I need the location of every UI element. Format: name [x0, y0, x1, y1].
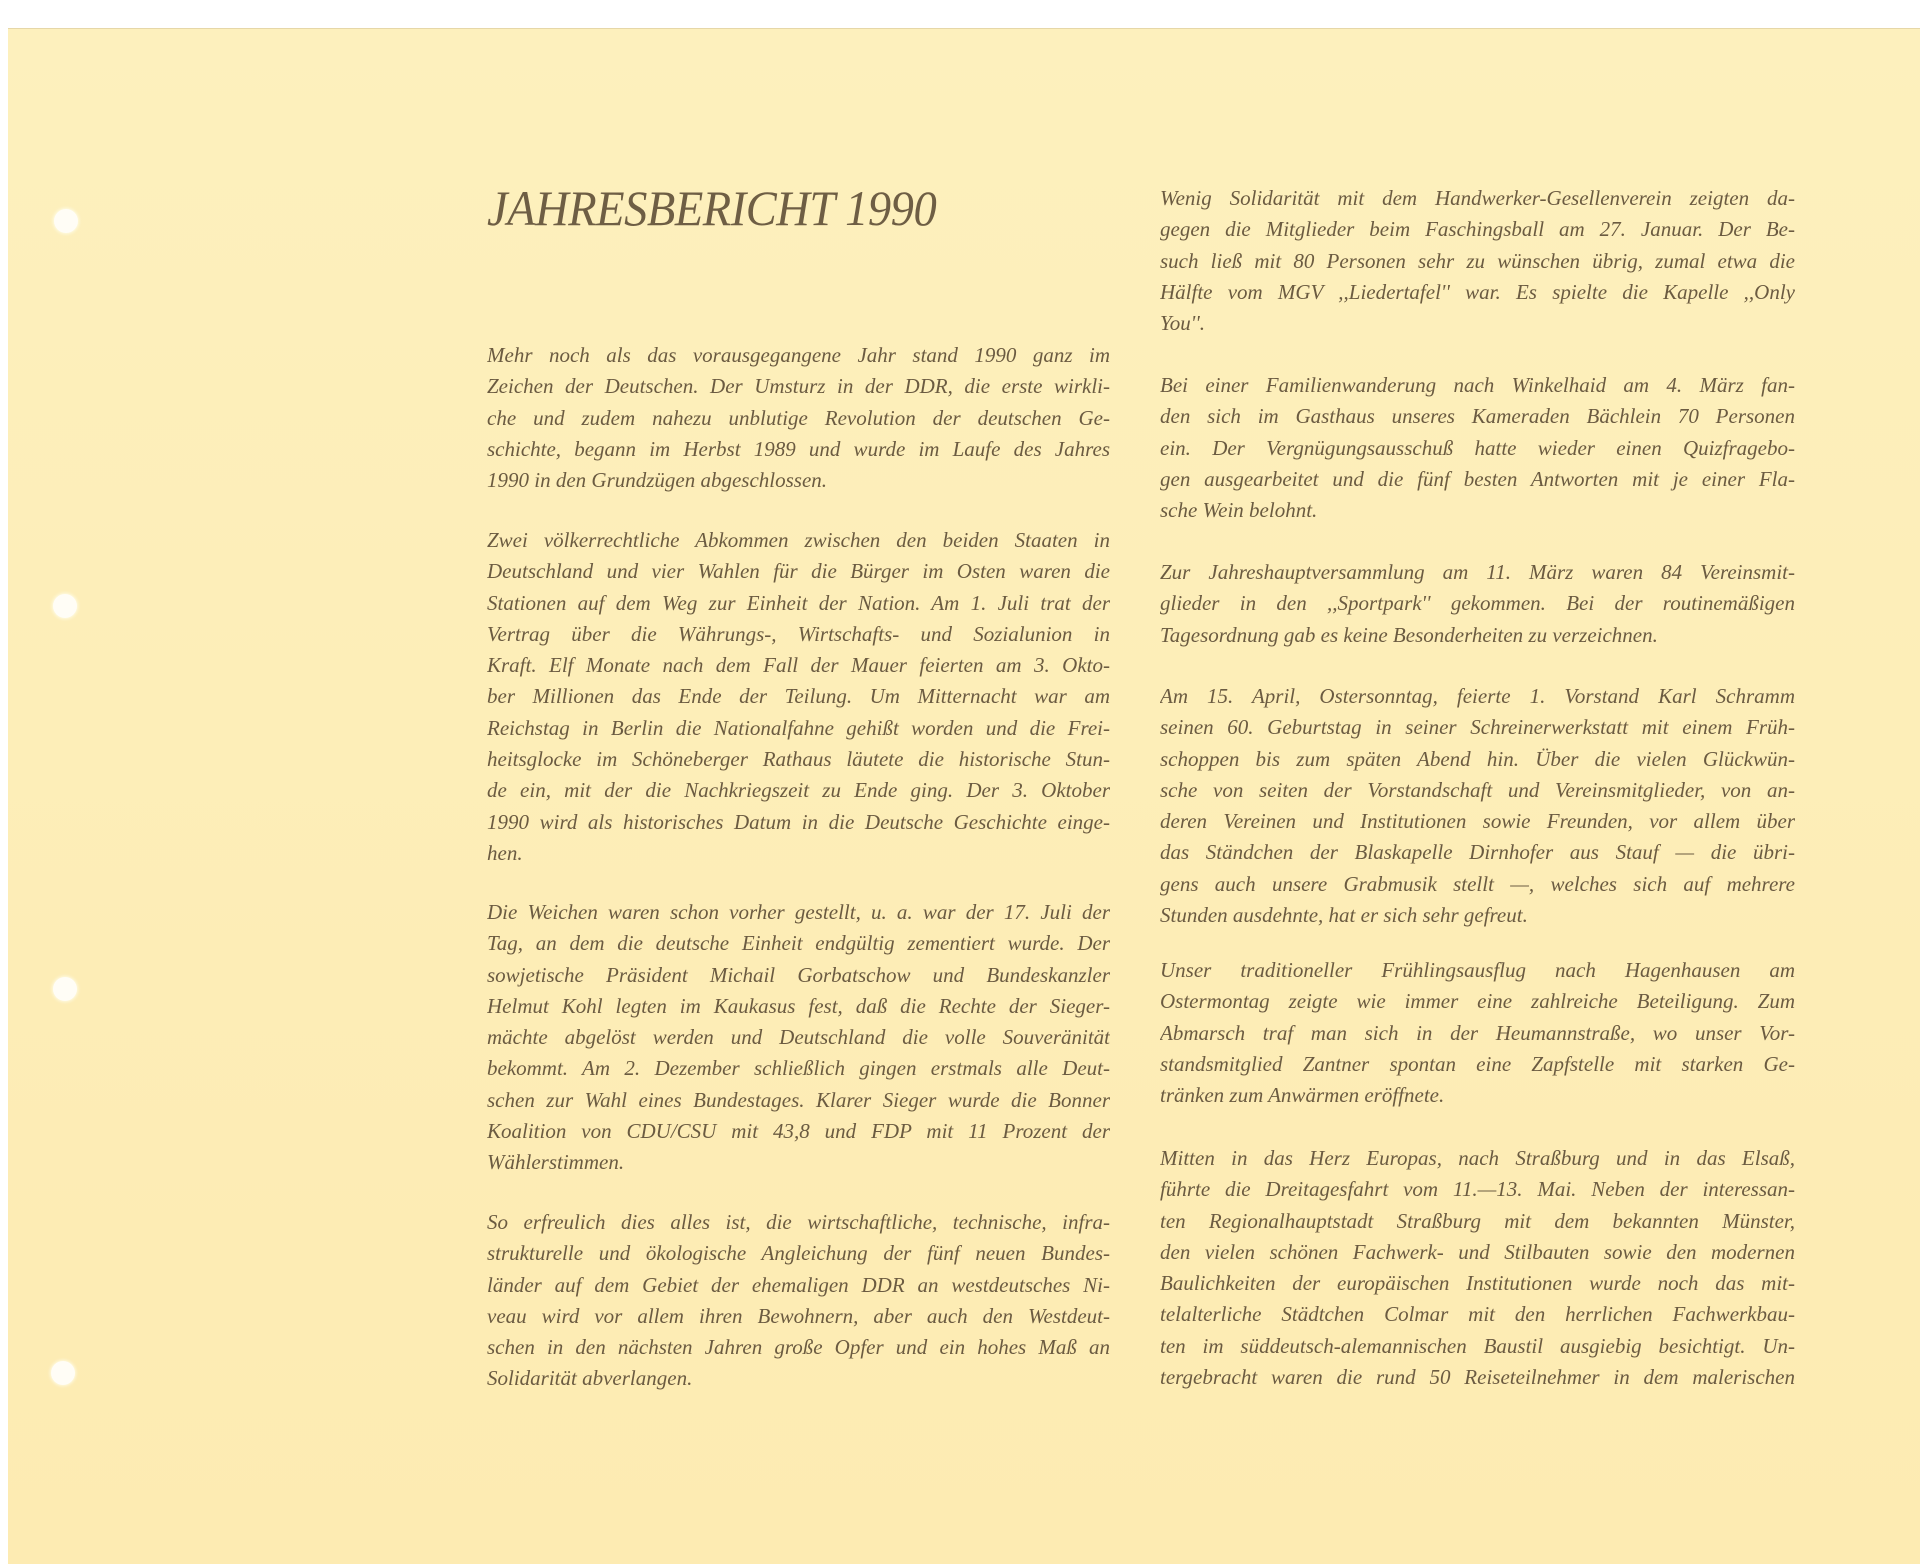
text-line: strukturelle und ökologische Angleichung der fünf neuen Bundes-: [487, 1241, 1110, 1266]
text-line: Mitten in das Herz Europas, nach Straßburg und in das Elsaß,: [1160, 1146, 1795, 1170]
text-line: Wählerstimmen.: [487, 1150, 625, 1175]
text-line: veau wird vor allem ihren Bewohnern, aber auch den Westdeut-: [487, 1303, 1110, 1328]
text-line: sowjetische Präsident Michail Gorbatschow und Bundeskanzler: [487, 962, 1110, 987]
text-line: Ostermontag zeigte wie immer eine zahlreiche Beteiligung. Zum: [1160, 989, 1795, 1014]
text-line: ber Millionen das Ende der Teilung. Um Mitternacht war am: [487, 684, 1110, 709]
text-line: schoppen bis zum späten Abend hin. Über die vielen Glückwün-: [1160, 746, 1795, 771]
text-line: Wenig Solidarität mit dem Handwerker-Gesellenverein zeigten da-: [1160, 186, 1795, 210]
text-line: Vertrag über die Währungs-, Wirtschafts- und Sozialunion in: [487, 621, 1110, 646]
paragraph: [1160, 1143, 1795, 1393]
text-line: Bei einer Familienwanderung nach Winkelhaid am 4. März fan-: [1160, 373, 1795, 397]
text-line: heitsglocke im Schöneberger Rathaus läutete die historische Stun-: [487, 747, 1110, 772]
text-line: führte die Dreitagesfahrt vom 11.—13. Mai. Neben der interessan-: [1160, 1177, 1795, 1202]
text-line: You''.: [1160, 311, 1205, 336]
text-line: sche von seiten der Vorstandschaft und Vereinsmitglieder, von an-: [1160, 777, 1795, 802]
paragraph: [1160, 370, 1795, 526]
text-line: den sich im Gasthaus unseres Kameraden Bächlein 70 Personen: [1160, 404, 1795, 429]
text-line: glieder in den ,,Sportpark'' gekommen. Bei der routinemäßigen: [1160, 591, 1795, 616]
text-line: Stunden ausdehnte, hat er sich sehr gefreut.: [1160, 903, 1528, 928]
text-line: Kraft. Elf Monate nach dem Fall der Mauer feierten am 3. Okto-: [487, 653, 1110, 678]
text-line: länder auf dem Gebiet der ehemaligen DDR an westdeutsches Ni-: [487, 1272, 1110, 1297]
text-line: So erfreulich dies alles ist, die wirtschaftliche, technische, infra-: [487, 1210, 1110, 1234]
text-line: ten im süddeutsch-alemannischen Baustil ausgiebig besichtigt. Un-: [1160, 1333, 1795, 1358]
text-line: sche Wein belohnt.: [1160, 498, 1318, 523]
text-line: 1990 wird als historisches Datum in die Deutsche Geschichte einge-: [487, 809, 1110, 834]
paragraph: [487, 1207, 1110, 1395]
text-line: Stationen auf dem Weg zur Einheit der Nation. Am 1. Juli trat der: [487, 590, 1110, 615]
text-line: che und zudem nahezu unblutige Revolution der deutschen Ge-: [487, 405, 1110, 430]
text-line: ein. Der Vergnügungsausschuß hatte wieder einen Quizfragebo-: [1160, 435, 1795, 460]
paragraph: [1160, 183, 1795, 339]
text-line: Unser traditioneller Frühlingsausflug nach Hagenhausen am: [1160, 958, 1795, 982]
text-line: ten Regionalhauptstadt Straßburg mit dem bekannten Münster,: [1160, 1208, 1795, 1233]
text-line: gen ausgearbeitet und die fünf besten Antworten mit je einer Fla-: [1160, 466, 1795, 491]
punch-hole: [53, 594, 77, 618]
text-line: Tagesordnung gab es keine Besonderheiten zu verzeichnen.: [1160, 622, 1658, 647]
text-line: 1990 in den Grundzügen abgeschlossen.: [487, 468, 828, 493]
text-line: Helmut Kohl legten im Kaukasus fest, daß die Rechte der Sieger-: [487, 993, 1110, 1018]
text-line: tränken zum Anwärmen eröffnete.: [1160, 1083, 1445, 1108]
text-line: Hälfte vom MGV ,,Liedertafel'' war. Es spielte die Kapelle ,,Only: [1160, 279, 1795, 304]
text-line: standsmitglied Zantner spontan eine Zapfstelle mit starken Ge-: [1160, 1051, 1795, 1076]
text-line: mächte abgelöst werden und Deutschland die volle Souveränität: [487, 1025, 1110, 1050]
text-line: Zur Jahreshauptversammlung am 11. März waren 84 Vereinsmit-: [1160, 560, 1795, 584]
text-line: Koalition von CDU/CSU mit 43,8 und FDP mit 11 Prozent der: [487, 1119, 1110, 1144]
text-line: bekommt. Am 2. Dezember schließlich gingen erstmals alle Deut-: [487, 1056, 1110, 1081]
text-line: Zeichen der Deutschen. Der Umsturz in der DDR, die erste wirkli-: [487, 374, 1110, 399]
text-line: schen in den nächsten Jahren große Opfer und ein hohes Maß an: [487, 1335, 1110, 1360]
paragraph: [487, 897, 1110, 1179]
text-line: Baulichkeiten der europäischen Institutionen wurde noch das mit-: [1160, 1271, 1795, 1296]
text-line: den vielen schönen Fachwerk- und Stilbauten sowie den modernen: [1160, 1239, 1795, 1264]
text-line: such ließ mit 80 Personen sehr zu wünschen übrig, zumal etwa die: [1160, 248, 1795, 273]
text-line: das Ständchen der Blaskapelle Dirnhofer aus Stauf — die übri-: [1160, 840, 1795, 865]
punch-hole: [51, 1361, 75, 1385]
paragraph: [1160, 955, 1795, 1111]
text-line: telalterliche Städtchen Colmar mit den herrlichen Fachwerkbau-: [1160, 1302, 1795, 1327]
paragraph: [1160, 681, 1795, 931]
text-line: Mehr noch als das vorausgegangene Jahr stand 1990 ganz im: [487, 343, 1110, 367]
text-line: Die Weichen waren schon vorher gestellt, u. a. war der 17. Juli der: [487, 900, 1110, 924]
text-line: gens auch unsere Grabmusik stellt —, welches sich auf mehrere: [1160, 871, 1795, 896]
text-line: gegen die Mitglieder beim Faschingsball am 27. Januar. Der Be-: [1160, 217, 1795, 242]
page-title: JAHRESBERICHT 1990: [487, 180, 937, 236]
text-line: Abmarsch traf man sich in der Heumannstraße, wo unser Vor-: [1160, 1020, 1795, 1045]
text-line: deren Vereinen und Institutionen sowie Freunden, vor allem über: [1160, 809, 1795, 834]
text-line: Solidarität abverlangen.: [487, 1366, 693, 1391]
text-line: Am 15. April, Ostersonntag, feierte 1. Vorstand Karl Schramm: [1160, 684, 1795, 708]
punch-hole: [53, 977, 77, 1001]
text-line: schen zur Wahl eines Bundestages. Klarer Sieger wurde die Bonner: [487, 1087, 1110, 1112]
text-line: Zwei völkerrechtliche Abkommen zwischen den beiden Staaten in: [487, 528, 1110, 552]
paragraph: [487, 525, 1110, 869]
text-line: hen.: [487, 840, 523, 865]
text-line: Reichstag in Berlin die Nationalfahne gehißt worden und die Frei-: [487, 715, 1110, 740]
text-line: Tag, an dem die deutsche Einheit endgültig zementiert wurde. Der: [487, 931, 1110, 956]
text-line: tergebracht waren die rund 50 Reiseteilnehmer in dem malerischen: [1160, 1365, 1795, 1390]
paragraph: [487, 340, 1110, 496]
text-line: Deutschland und vier Wahlen für die Bürger im Osten waren die: [487, 559, 1110, 584]
text-line: de ein, mit der die Nachkriegszeit zu Ende ging. Der 3. Oktober: [487, 778, 1110, 803]
text-line: seinen 60. Geburtstag in seiner Schreinerwerkstatt mit einem Früh-: [1160, 715, 1795, 740]
text-line: schichte, begann im Herbst 1989 und wurde im Laufe des Jahres: [487, 436, 1110, 461]
paragraph: [1160, 557, 1795, 651]
punch-hole: [54, 209, 78, 233]
